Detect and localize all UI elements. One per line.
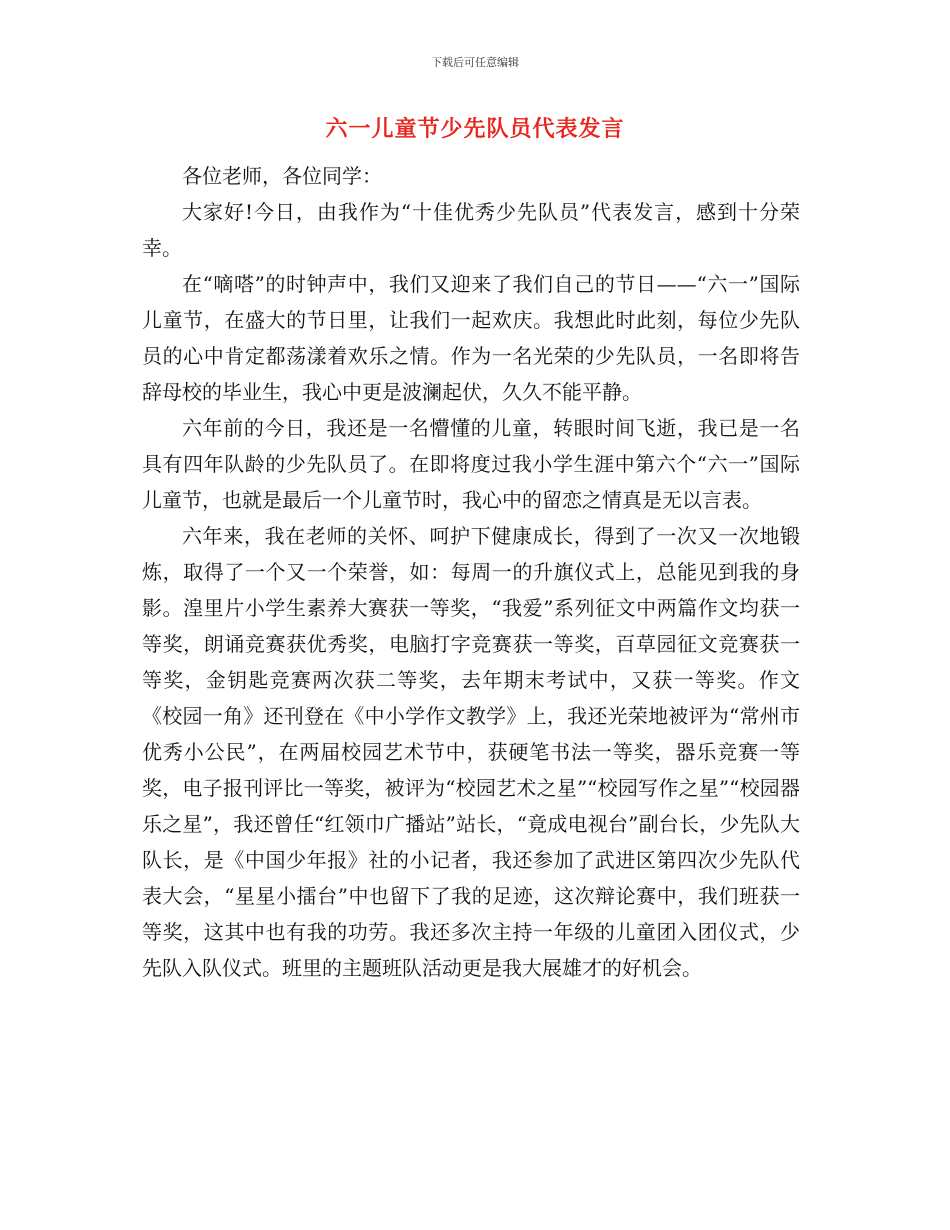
document-body — [142, 158, 800, 986]
document-title: 六一儿童节少先队员代表发言 — [325, 117, 625, 142]
body-paragraph: 大家好!今日，由我作为“十佳优秀少先队员”代表发言，感到十分荣幸。 — [142, 200, 800, 260]
body-paragraph: 六年前的今日，我还是一名懵懂的儿童，转眼时间飞逝，我已是一名具有四年队龄的少先队员了。在即将度过我小学生涯中第六个“六一”国际儿童节，也就是最后一个儿童节时，我心中的留恋之情真是无以言表。 — [142, 416, 800, 512]
greeting-paragraph: 各位老师，各位同学： — [182, 164, 382, 188]
body-paragraph: 六年来，我在老师的关怀、呵护下健康成长，得到了一次又一次地锻炼，取得了一个又一个荣誉，如：每周一的升旗仪式上，总能见到我的身影。湟里片小学生素养大赛获一等奖，“我爱”系列征文中两篇作文均获一等奖，朗诵竞赛获优秀奖，电脑打字竞赛获一等奖，百草园征文竞赛获一等奖，金钥匙竞赛两次获二等奖，去年期末考试中，又获一等奖。作文《校园一角》还刊登在《中小学作文教学》上，我还光荣地被评为“常州市优秀小公民”，在两届校园艺术节中，获硬笔书法一等奖，器乐竞赛一等奖，电子报刊评比一等奖，被评为“校园艺术之星”“校园写作之星”“校园器乐之星”，我还曾任“红领巾广播站”站长，“竟成电视台”副台长，少先队大队长，是《中国少年报》社的小记者，我还参加了武进区第四次少先队代表大会，“星星小擂台”中也留下了我的足迹，这次辩论赛中，我们班获一等奖，这其中也有我的功劳。我还多次主持一年级的儿童团入团仪式，少先队入队仪式。班里的主题班队活动更是我大展雄才的好机会。 — [142, 524, 800, 980]
body-paragraph: 在“嘀嗒”的时钟声中，我们又迎来了我们自己的节日——“六一”国际儿童节，在盛大的节日里，让我们一起欢庆。我想此时此刻，每位少先队员的心中肯定都荡漾着欢乐之情。作为一名光荣的少先队员，一名即将告辞母校的毕业生，我心中更是波澜起伏，久久不能平静。 — [142, 272, 800, 404]
header-note: 下载后可任意编辑 — [431, 56, 519, 69]
